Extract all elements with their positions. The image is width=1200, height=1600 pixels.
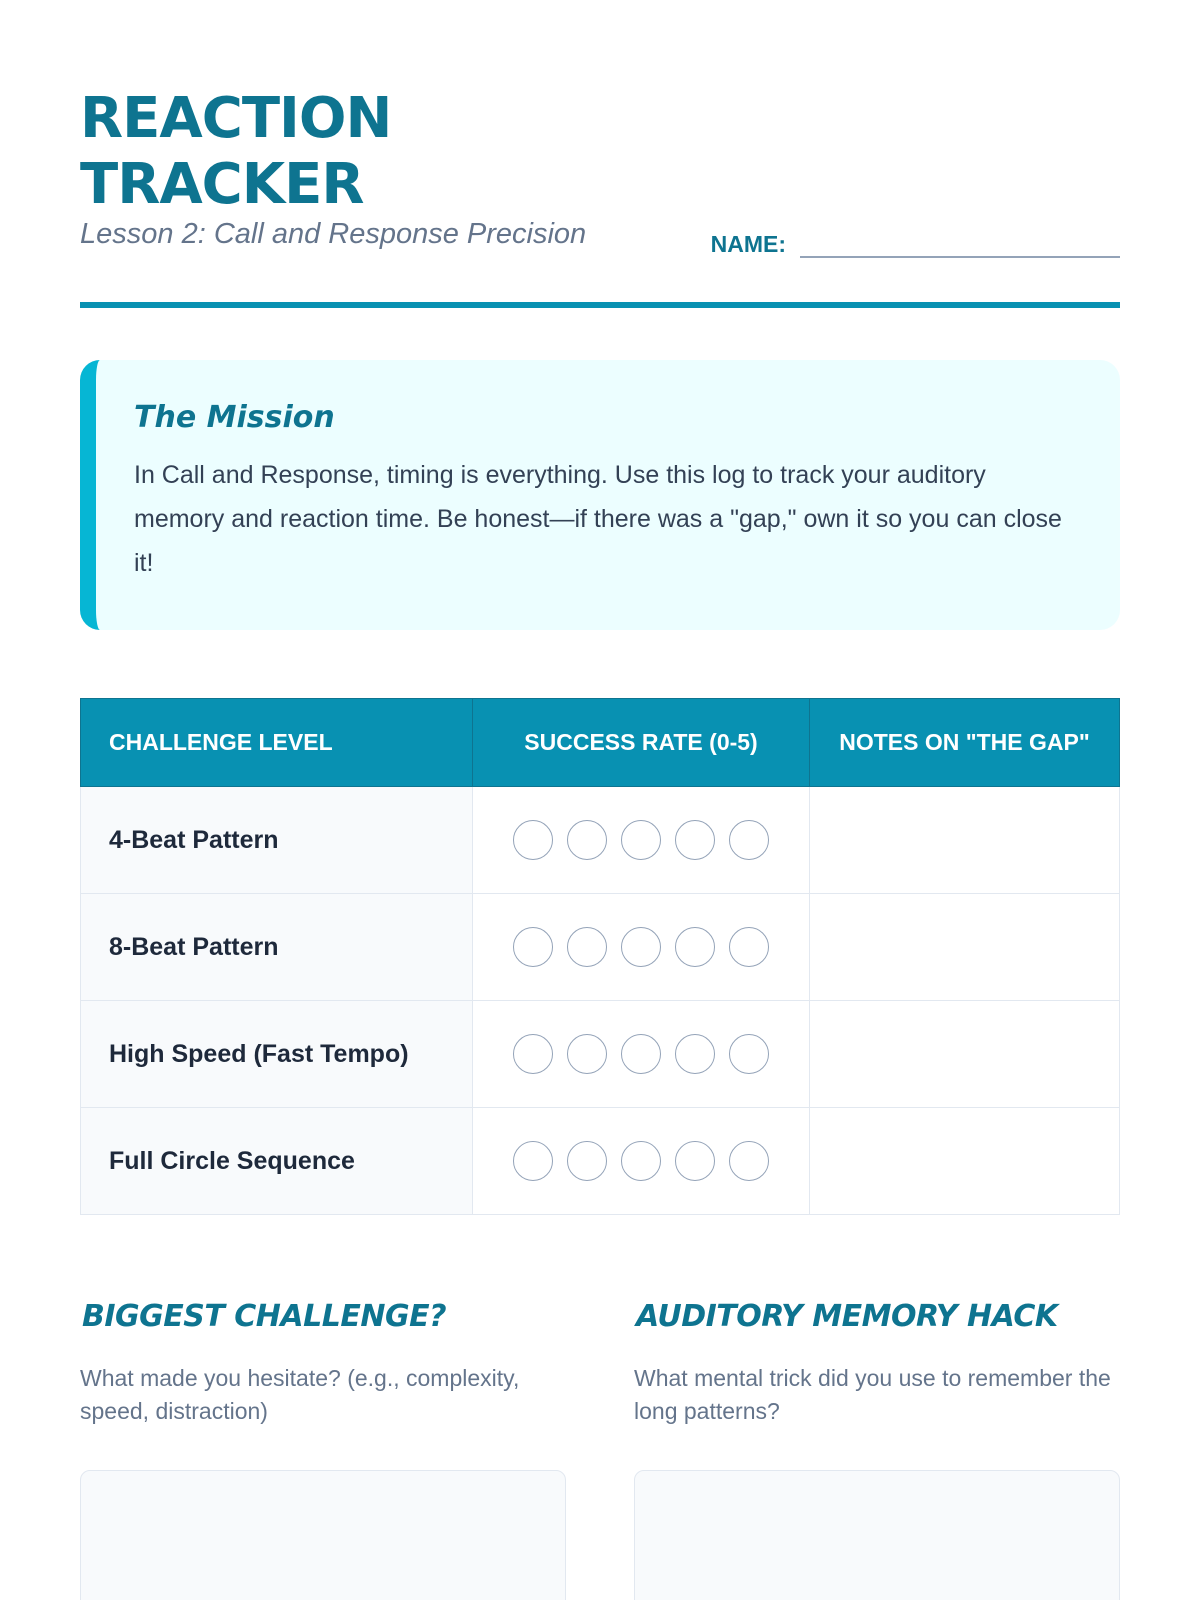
notes-cell[interactable] [810,787,1120,894]
rating-circle[interactable] [567,927,607,967]
rating-circle[interactable] [729,1141,769,1181]
notes-cell[interactable] [810,894,1120,1001]
table-row [81,1108,1120,1215]
rating-circle[interactable] [567,820,607,860]
biggest-challenge-title: BIGGEST CHALLENGE? [82,1299,446,1334]
rating-circle[interactable] [729,820,769,860]
success-rate-cell [473,1108,810,1215]
rating-circle[interactable] [621,927,661,967]
header-challenge-level: CHALLENGE LEVEL [81,699,473,787]
rating-circle[interactable] [675,1034,715,1074]
success-rate-cell [473,787,810,894]
rating-circle[interactable] [513,820,553,860]
success-rate-cell [473,1001,810,1108]
rating-circle[interactable] [621,1141,661,1181]
memory-hack-title: AUDITORY MEMORY HACK [636,1299,1058,1334]
biggest-challenge-panel [80,1299,566,1600]
notes-cell[interactable] [810,1001,1120,1108]
table-header-row [81,699,1120,787]
memory-hack-prompt: What mental trick did you use to remember the long patterns? [634,1365,1111,1424]
rating-circle[interactable] [675,927,715,967]
mission-body: In Call and Response, timing is everything. Use this log to track your auditory memory and reaction time. Be honest—if there was a "gap," own it so you can close it! [134,461,1062,577]
success-rate-cell [473,894,810,1001]
table-row [81,1001,1120,1108]
table-row [81,787,1120,894]
rating-circle[interactable] [675,820,715,860]
rating-circle[interactable] [729,927,769,967]
reflection-section [80,1299,1120,1600]
rating-circle[interactable] [621,1034,661,1074]
rating-circle[interactable] [567,1034,607,1074]
notes-cell[interactable] [810,1108,1120,1215]
rating-circle[interactable] [675,1141,715,1181]
rating-circle[interactable] [513,927,553,967]
table-row [81,894,1120,1001]
mission-title: The Mission [134,400,335,435]
memory-hack-panel [634,1299,1120,1600]
reaction-table [80,698,1120,1215]
page-title: REACTION TRACKER [80,86,392,217]
rating-circle[interactable] [567,1141,607,1181]
biggest-challenge-prompt: What made you hesitate? (e.g., complexity, speed, distraction) [80,1365,520,1424]
biggest-challenge-answer-box[interactable] [80,1470,566,1600]
name-input-line[interactable] [800,226,1120,258]
challenge-level-cell: Full Circle Sequence [81,1108,473,1215]
header-notes: NOTES ON "THE GAP" [810,699,1120,787]
rating-circles [473,1141,809,1181]
rating-circles [473,1034,809,1074]
name-field-group [711,226,1120,258]
rating-circle[interactable] [729,1034,769,1074]
rating-circle[interactable] [513,1034,553,1074]
header-success-rate: SUCCESS RATE (0-5) [473,699,810,787]
challenge-level-cell: High Speed (Fast Tempo) [81,1001,473,1108]
challenge-level-cell: 4-Beat Pattern [81,787,473,894]
name-label: NAME: [710,231,786,257]
rating-circles [473,820,809,860]
worksheet-header [80,0,1120,308]
challenge-level-cell: 8-Beat Pattern [81,894,473,1001]
lesson-subtitle: Lesson 2: Call and Response Precision [80,218,587,250]
rating-circle[interactable] [513,1141,553,1181]
memory-hack-answer-box[interactable] [634,1470,1120,1600]
rating-circle[interactable] [621,820,661,860]
rating-circles [473,927,809,967]
mission-callout [80,360,1120,630]
